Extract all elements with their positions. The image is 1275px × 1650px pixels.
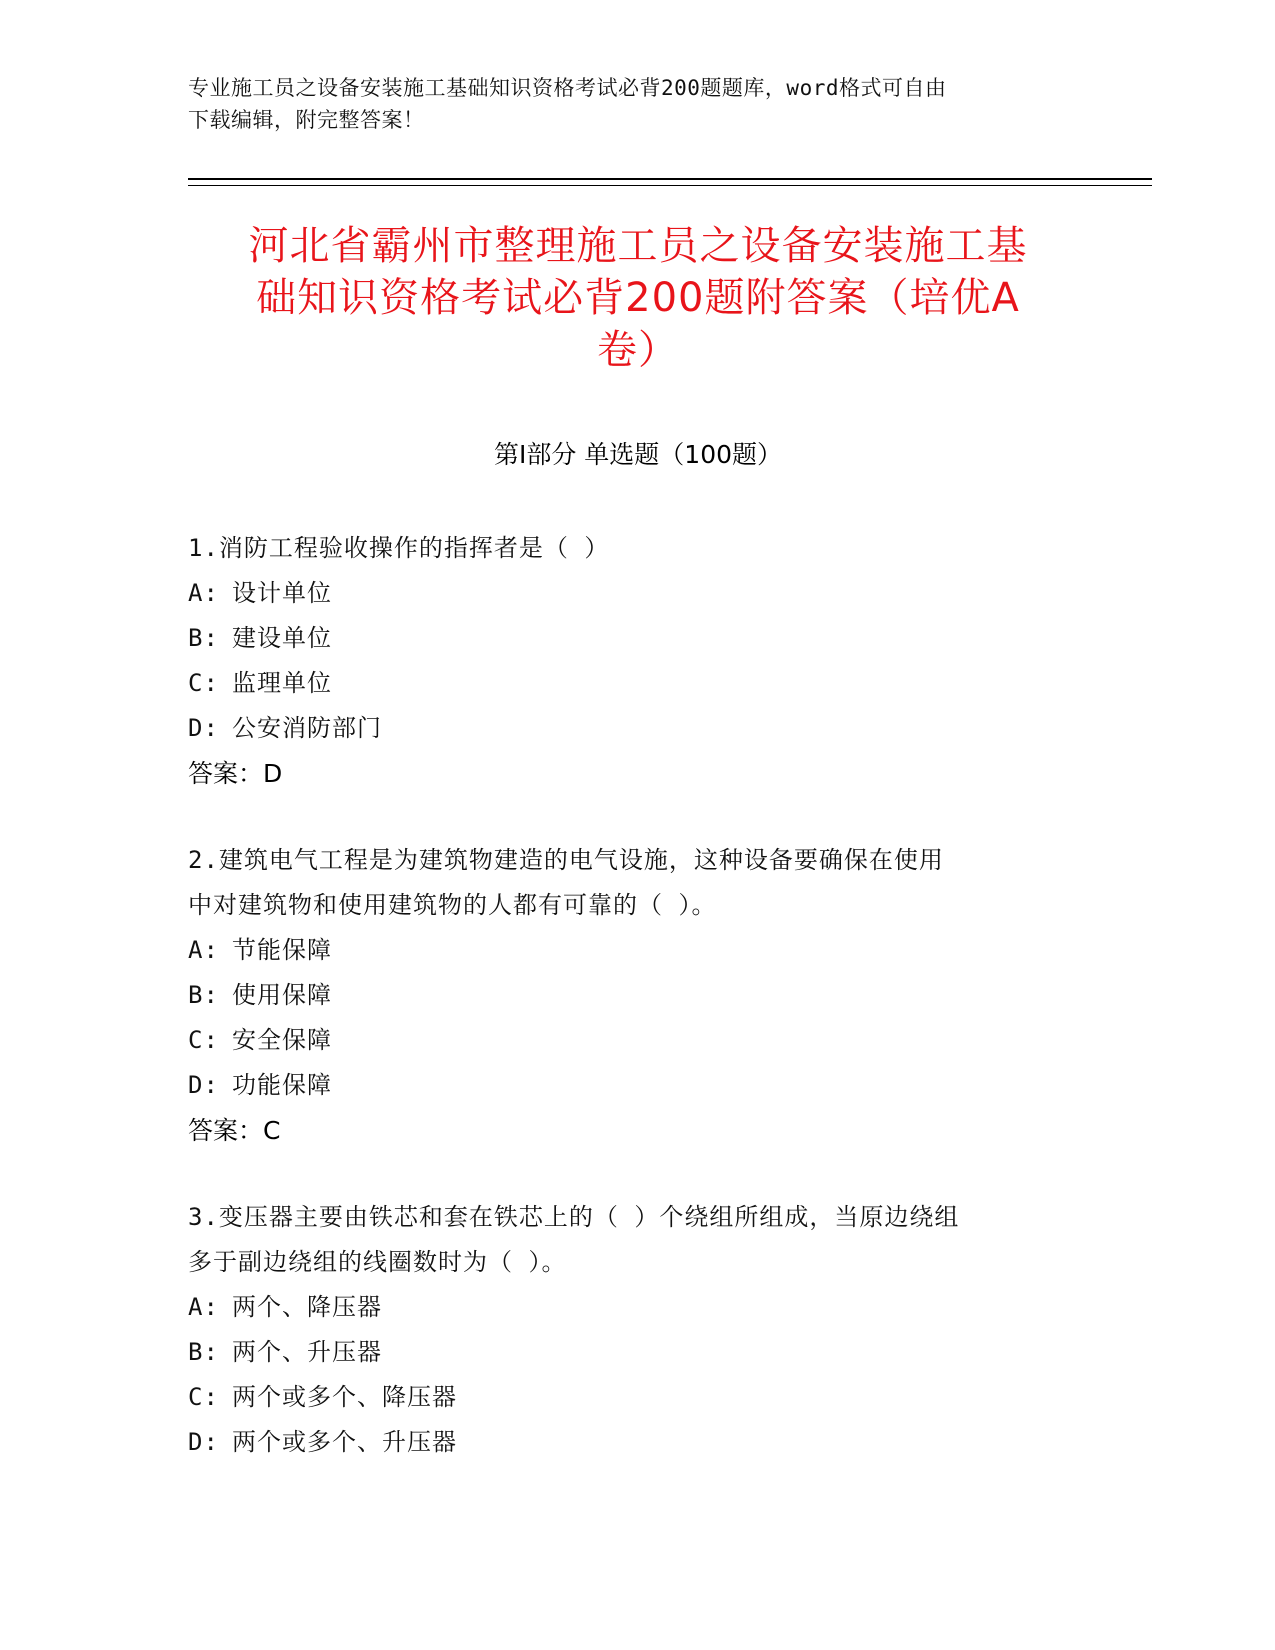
question-2 <box>188 838 1088 1153</box>
option-letter: D: <box>188 1071 219 1099</box>
option-text: 两个、降压器 <box>232 1293 382 1321</box>
title-line-3: 卷） <box>597 327 679 373</box>
option-b <box>188 616 1088 661</box>
option-text: 功能保障 <box>232 1071 332 1099</box>
option-c <box>188 661 1088 706</box>
option-letter: B: <box>188 624 219 652</box>
option-letter: A: <box>188 579 219 607</box>
option-letter: B: <box>188 1338 219 1366</box>
answer-line: 答案：D <box>188 759 283 788</box>
header-note <box>188 72 1068 136</box>
title-line-1: 河北省霸州市整理施工员之设备安装施工基 <box>248 223 1028 269</box>
option-c <box>188 1018 1088 1063</box>
question-stem-line: 中对建筑物和使用建筑物的人都有可靠的（ ）。 <box>188 891 717 919</box>
question-3 <box>188 1195 1088 1465</box>
question-1 <box>188 526 1088 796</box>
document-title <box>188 220 1088 376</box>
header-rule-thin <box>188 185 1152 186</box>
option-letter: B: <box>188 981 219 1009</box>
option-text: 设计单位 <box>232 579 332 607</box>
option-a <box>188 928 1088 973</box>
section-heading: 第Ⅰ部分 单选题（100题） <box>493 440 783 469</box>
option-letter: C: <box>188 669 219 697</box>
option-b <box>188 1330 1088 1375</box>
option-text: 公安消防部门 <box>232 714 382 742</box>
option-a <box>188 571 1088 616</box>
question-stem-line: 1.消防工程验收操作的指挥者是（ ） <box>188 534 610 562</box>
question-stem-line: 3.变压器主要由铁芯和套在铁芯上的（ ）个绕组所组成，当原边绕组 <box>188 1203 960 1231</box>
option-b <box>188 973 1088 1018</box>
option-letter: A: <box>188 936 219 964</box>
header-note-line-1: 专业施工员之设备安装施工基础知识资格考试必背200题题库，word格式可自由 <box>188 76 947 100</box>
option-text: 监理单位 <box>232 669 332 697</box>
option-a <box>188 1285 1088 1330</box>
title-line-2: 础知识资格考试必背200题附答案（培优A <box>256 275 1020 321</box>
option-d <box>188 1063 1088 1108</box>
option-letter: C: <box>188 1026 219 1054</box>
question-stem-line: 2.建筑电气工程是为建筑物建造的电气设施，这种设备要确保在使用 <box>188 846 944 874</box>
question-list <box>188 526 1088 1507</box>
option-text: 建设单位 <box>232 624 332 652</box>
option-text: 节能保障 <box>232 936 332 964</box>
answer-line: 答案：C <box>188 1116 281 1145</box>
option-text: 两个、升压器 <box>232 1338 382 1366</box>
header-rule-thick <box>188 178 1152 180</box>
option-text: 使用保障 <box>232 981 332 1009</box>
option-text: 安全保障 <box>232 1026 332 1054</box>
option-c <box>188 1375 1088 1420</box>
question-stem-line: 多于副边绕组的线圈数时为（ ）。 <box>188 1248 567 1276</box>
header-note-line-2: 下载编辑，附完整答案！ <box>188 108 425 132</box>
option-letter: D: <box>188 1428 219 1456</box>
option-text: 两个或多个、升压器 <box>232 1428 457 1456</box>
option-d <box>188 1420 1088 1465</box>
option-d <box>188 706 1088 751</box>
option-letter: A: <box>188 1293 219 1321</box>
option-letter: C: <box>188 1383 219 1411</box>
option-letter: D: <box>188 714 219 742</box>
option-text: 两个或多个、降压器 <box>232 1383 457 1411</box>
